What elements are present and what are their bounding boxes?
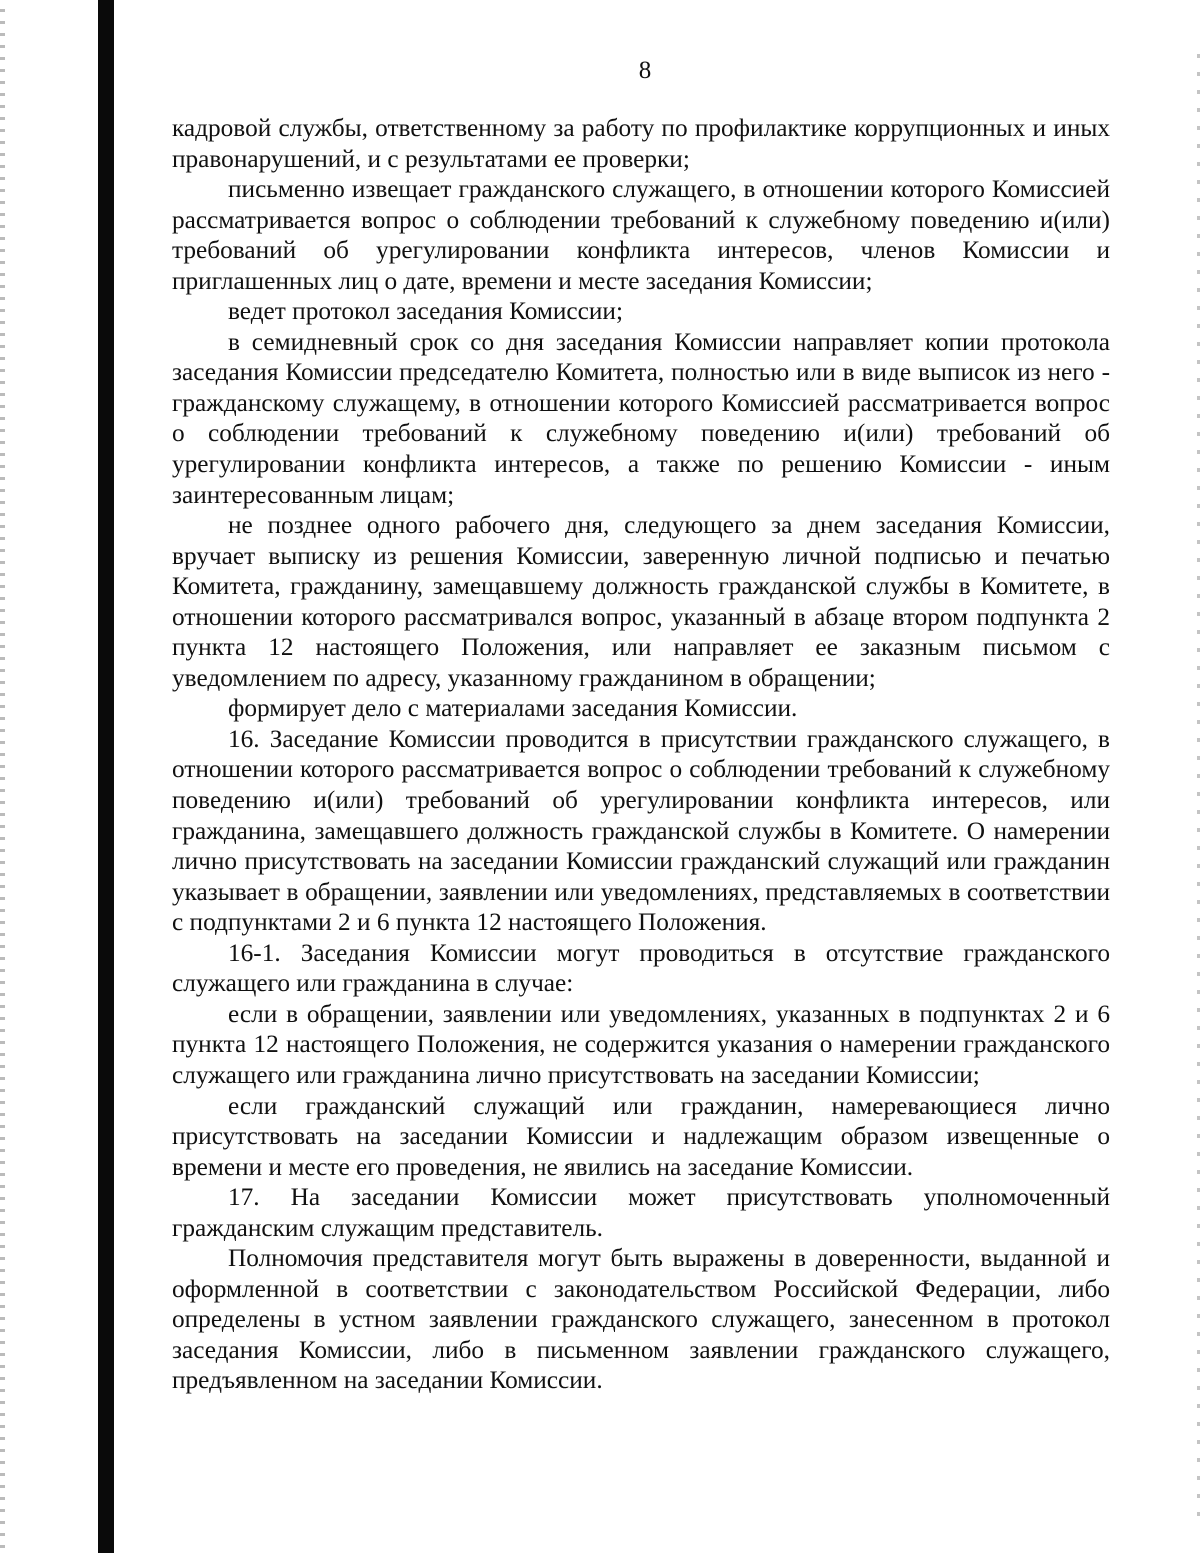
document-body (172, 113, 1110, 1396)
paragraph-absence-case-2: если гражданский служащий или гражданин, намеревающиеся лично присутствовать на заседании Комиссии и надлежащим образом извещенные о времени и месте его проведения, не явились на заседание Комиссии. (172, 1091, 1110, 1181)
paragraph-continuation: кадровой службы, ответственному за работу по профилактике коррупционных и иных правонарушений, и с результатами ее проверки; (172, 114, 1110, 173)
paragraph-notify-participants: письменно извещает гражданского служащего, в отношении которого Комиссией рассматривается вопрос о соблюдении требований к служебному поведению и(или) требований об урегулировании конфликта интересов, членов Комиссии и приглашенных лиц о дате, времени и месте заседания Комиссии; (172, 175, 1110, 295)
scan-binding-shadow (98, 0, 114, 1553)
scan-left-margin-artifact (0, 0, 5, 1553)
paragraph-absence-case-1: если в обращении, заявлении или уведомлениях, указанных в подпунктах 2 и 6 пункта 12 настоящего Положения, не содержится указания о намерении гражданского служащего или гражданина лично присутствовать на заседании Комиссии; (172, 999, 1110, 1089)
paragraph-send-minutes-copies: в семидневный срок со дня заседания Комиссии направляет копии протокола заседания Комиссии председателю Комитета, полностью или в виде выписок из него - гражданскому служащему, в отношении которого Комиссией рассматривается вопрос о соблюдении требований к служебному поведению и(или) требований об урегулировании конфликта интересов, а также по решению Комиссии - иным заинтересованным лицам; (172, 327, 1110, 509)
paragraph-forms-case-file: формирует дело с материалами заседания Комиссии. (228, 694, 798, 723)
paragraph-item-16-1: 16-1. Заседания Комиссии могут проводиться в отсутствие гражданского служащего или гражданина в случае: (172, 938, 1110, 998)
paragraph-deliver-extract: не позднее одного рабочего дня, следующего за днем заседания Комиссии, вручает выписку из решения Комиссии, заверенную личной подписью и печатью Комитета, гражданину, замещавшему должность гражданской службы в Комитете, в отношении которого рассматривался вопрос, указанный в абзаце втором подпункта 2 пункта 12 настоящего Положения, или направляет ее заказным письмом с уведомлением по адресу, указанному гражданином в обращении; (172, 511, 1110, 692)
page-number: 8 (638, 57, 652, 84)
paragraph-representative-powers: Полномочия представителя могут быть выражены в доверенности, выданной и оформленной в соответствии с законодательством Российской Федерации, либо определены в устном заявлении гражданского служащего, занесенном в протокол заседания Комиссии, либо в письменном заявлении гражданского служащего, предъявленном на заседании Комиссии. (172, 1244, 1110, 1395)
paragraph-item-17: 17. На заседании Комиссии может присутствовать уполномоченный гражданским служащим представитель. (172, 1183, 1110, 1242)
paragraph-item-16: 16. Заседание Комиссии проводится в присутствии гражданского служащего, в отношении которого рассматривается вопрос о соблюдении требований к служебному поведению и(или) требований об урегулировании конфликта интересов, или гражданина, замещавшего должность гражданской службы в Комитете. О намерении лично присутствовать на заседании Комиссии гражданский служащий или гражданин указывает в обращении, заявлении или уведомлениях, представляемых в соответствии с подпунктами 2 и 6 пункта 12 настоящего Положения. (172, 724, 1110, 937)
paragraph-keeps-minutes: ведет протокол заседания Комиссии; (228, 297, 623, 326)
